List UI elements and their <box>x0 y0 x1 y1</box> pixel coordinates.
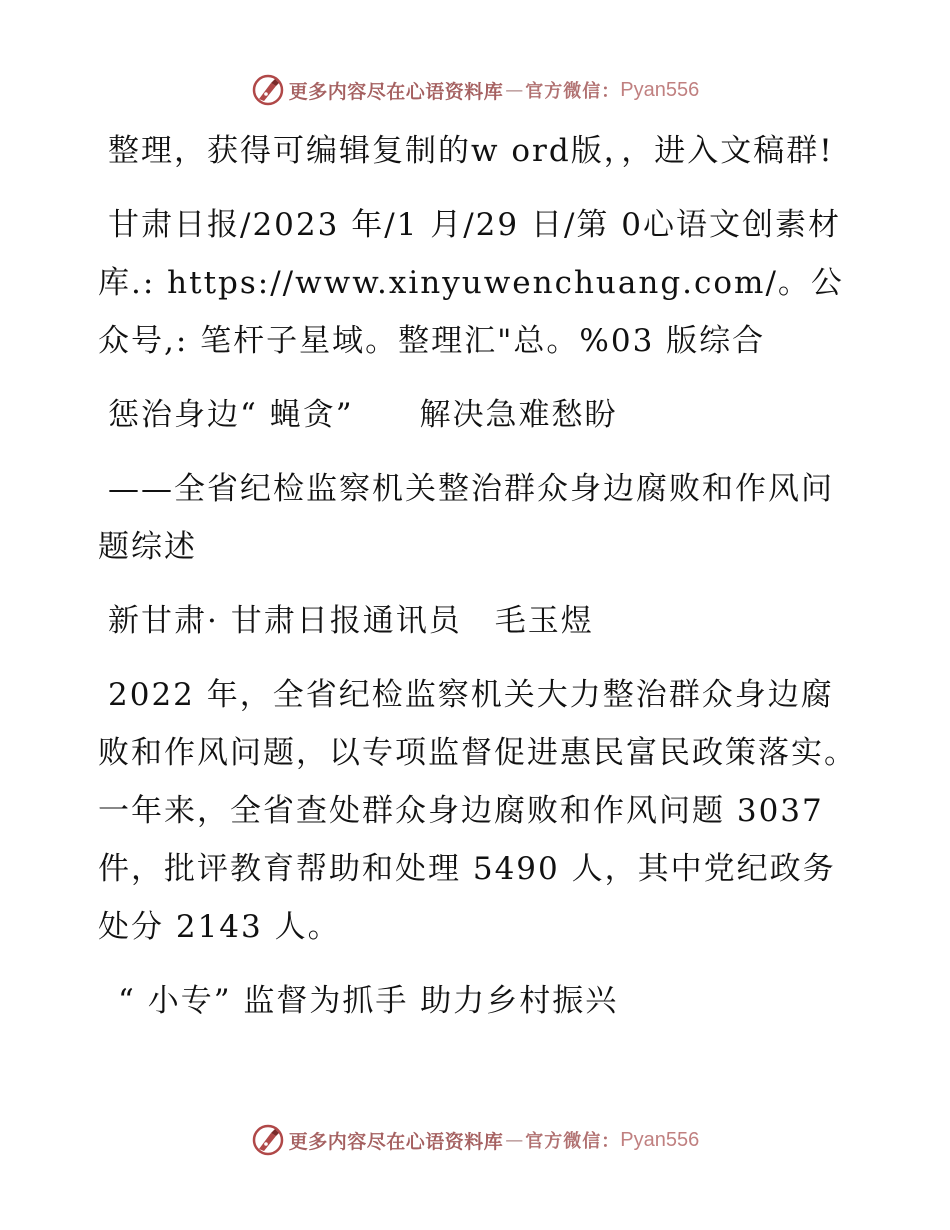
pen-nib-logo-icon <box>251 1123 285 1157</box>
banner-dash: — <box>505 79 524 101</box>
header-watermark-banner <box>0 68 950 112</box>
article-title: 惩治身边“ 蝇贪” 解决急难愁盼 <box>108 397 618 433</box>
banner-dash: — <box>505 1129 524 1151</box>
paragraph-source: 甘肃日报/2023 年/1 月/29 日/第 0心语文创素材库.: https://www.xinyuwenchuang.com/。公众号,: 笔杆子星域。整理汇"总。%03 版综合 <box>98 207 844 359</box>
banner-wechat-label: 官方微信： <box>525 81 621 102</box>
section-heading: “ 小专” 监督为抓手 助力乡村振兴 <box>118 983 619 1019</box>
banner-wechat-id: Pyan556 <box>620 1128 700 1151</box>
paragraph-body: 2022 年，全省纪检监察机关大力整治群众身边腐败和作风问题，以专项监督促进惠民富民政策落实。一年来，全省查处群众身边腐败和作风问题 3037 件，批评教育帮助和处理 5490 人，其中党纪政务处分 2143 人。 <box>98 677 857 945</box>
pen-nib-logo-icon <box>251 73 285 107</box>
banner-wechat-id: Pyan556 <box>620 78 700 101</box>
document-body <box>98 122 858 1046</box>
footer-watermark-banner <box>0 1118 950 1162</box>
paragraph-intro: 整理，获得可编辑复制的w ord版，，进入文稿群! <box>108 133 834 169</box>
article-byline: 新甘肃· 甘肃日报通讯员 毛玉煜 <box>108 603 594 639</box>
banner-wechat-label: 官方微信： <box>525 1131 621 1152</box>
banner-site-text: 更多内容尽在心语资料库 <box>288 1130 504 1153</box>
banner-site-text: 更多内容尽在心语资料库 <box>288 80 504 103</box>
article-subtitle: ——全省纪检监察机关整治群众身边腐败和作风问题综述 <box>98 471 834 565</box>
